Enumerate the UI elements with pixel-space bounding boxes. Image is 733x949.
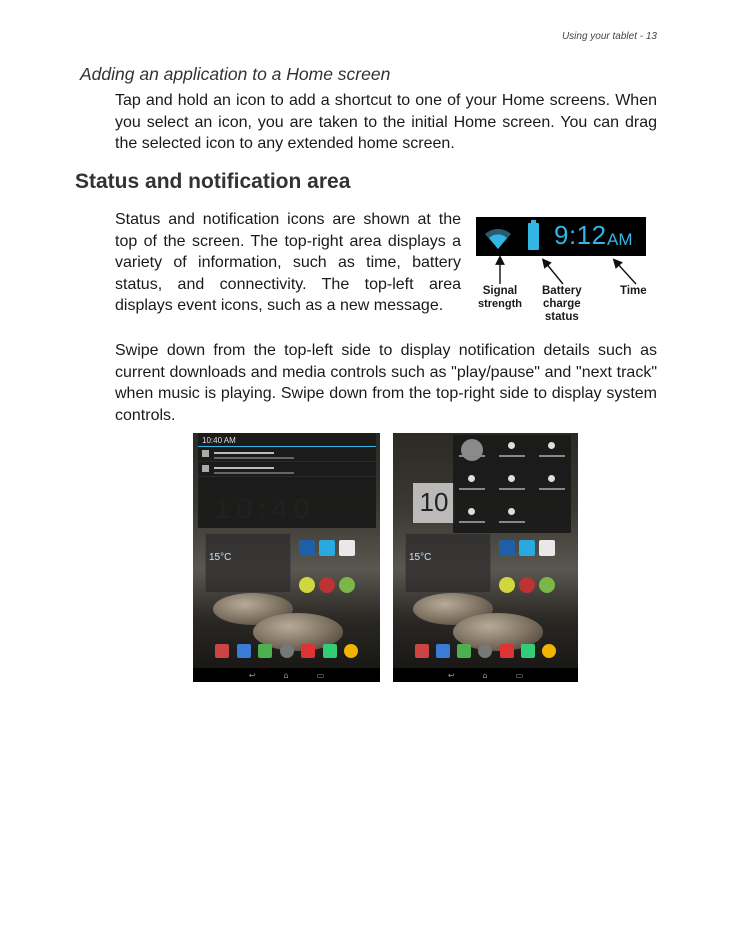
callout-arrows	[470, 256, 670, 288]
app-icons	[499, 577, 555, 593]
weather-widget	[405, 533, 491, 593]
status-icons-paragraph: Status and notification icons are shown at the top of the screen. The top-right area displays a variety of information, such as time, battery status, and connectivity. The top-left area displays event icons, such as a new message.	[115, 211, 461, 314]
app-icons	[299, 540, 355, 556]
status-ampm: AM	[607, 230, 633, 249]
weather-temp: 15°C	[409, 552, 432, 563]
back-icon[interactable]: ↩	[447, 670, 455, 680]
home-icon[interactable]: ⌂	[283, 670, 289, 680]
app-icons	[499, 540, 555, 556]
nav-bar	[193, 668, 380, 682]
qs-user-tile[interactable]	[453, 435, 491, 465]
qs-battery-tile[interactable]	[533, 468, 571, 498]
wifi-icon	[484, 225, 512, 251]
app-icons	[299, 577, 355, 593]
qs-airplane-tile[interactable]	[453, 501, 491, 531]
back-icon[interactable]: ↩	[248, 670, 256, 680]
quick-settings-panel	[453, 435, 571, 533]
section-subheading: Adding an application to a Home screen	[80, 64, 391, 84]
qs-rotate-tile[interactable]	[493, 468, 531, 498]
nav-bar	[393, 668, 578, 682]
home-icon[interactable]: ⌂	[482, 670, 488, 680]
status-callouts	[470, 256, 670, 326]
swipe-paragraph: Swipe down from the top-left side to display notification details such as current downloads and media controls such as "play/pause" and "next track" when music is playing. Swipe down from the top-right side to display system controls.	[115, 342, 657, 424]
quick-settings-screenshot	[393, 433, 578, 682]
weather-widget	[205, 533, 291, 593]
battery-icon	[528, 223, 539, 250]
add-application-paragraph: Tap and hold an icon to add a shortcut to one of your Home screens. When you select an icon, you are taken to the initial Home screen. You can drag the selected icon to any extended home screen.	[115, 92, 657, 152]
qs-brightness-tile[interactable]	[493, 435, 531, 465]
qs-bluetooth-tile[interactable]	[493, 501, 531, 531]
notification-shade-screenshot	[193, 433, 380, 682]
section-heading: Status and notification area	[75, 170, 351, 193]
time-label: Time	[620, 285, 647, 297]
weather-temp: 15°C	[209, 552, 232, 563]
recents-icon[interactable]: ▭	[316, 670, 325, 680]
app-dock	[215, 644, 358, 662]
notification-header: 10:40 AM	[198, 433, 376, 447]
qs-settings-tile[interactable]	[533, 435, 571, 465]
notification-panel	[198, 433, 376, 528]
clock-widget: 10	[413, 483, 455, 523]
app-dock	[415, 644, 556, 662]
status-time: 9:12	[554, 220, 607, 250]
status-bar-illustration	[476, 217, 646, 256]
qs-wifi-tile[interactable]	[453, 468, 491, 498]
notification-item[interactable]	[198, 447, 376, 462]
battery-label: Battery charge status	[542, 285, 582, 323]
running-header: Using your tablet - 13	[561, 31, 657, 42]
notification-item[interactable]	[198, 462, 376, 477]
signal-label: Signal strength	[478, 285, 522, 310]
recents-icon[interactable]: ▭	[515, 670, 524, 680]
